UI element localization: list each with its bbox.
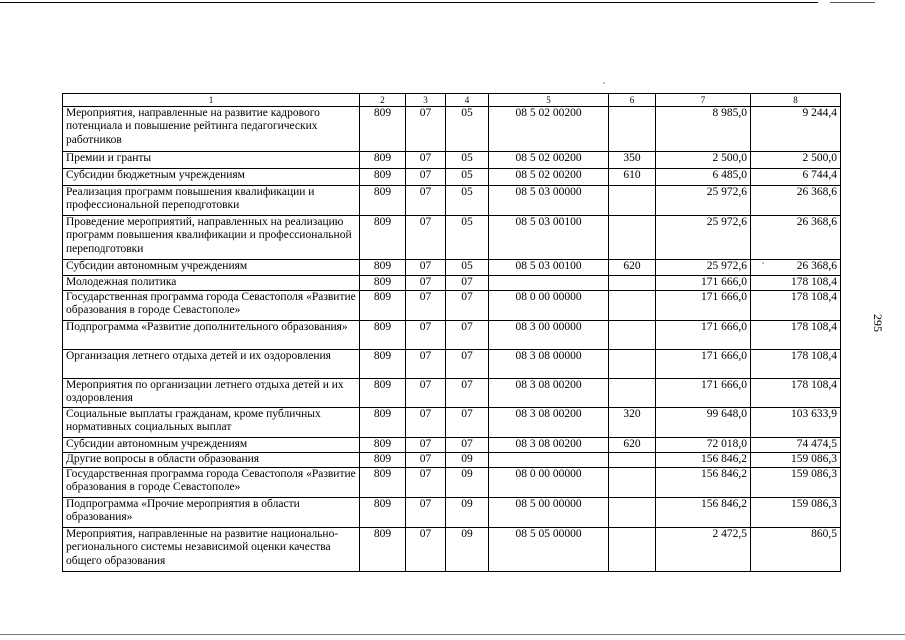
- subsection-code-cell: 07: [446, 438, 489, 453]
- year-2-amount-cell: 159 086,3: [751, 468, 841, 498]
- target-article-cell: 08 5 02 00200: [489, 107, 609, 152]
- subsection-code-cell: 07: [446, 321, 489, 350]
- subsection-code-cell: 05: [446, 260, 489, 276]
- section-code-cell: 07: [406, 169, 446, 186]
- column-number: 2: [360, 94, 406, 107]
- year-1-amount-cell: 8 985,0: [656, 107, 751, 152]
- table-row: [63, 216, 841, 260]
- year-2-amount-cell: 6 744,4: [751, 169, 841, 186]
- subsection-code-cell: 09: [446, 528, 489, 572]
- year-1-amount-cell: 25 972,6: [656, 186, 751, 216]
- row-name-cell: Субсидии бюджетным учреждениям: [63, 169, 360, 186]
- target-article-cell: 08 3 08 00000: [489, 350, 609, 379]
- target-article-cell: 08 0 00 00000: [489, 291, 609, 321]
- row-name-cell: Государственная программа города Севастополя «Развитие образования в городе Севастополе»: [63, 291, 360, 321]
- target-article-cell: 08 5 02 00200: [489, 169, 609, 186]
- year-1-amount-cell: 25 972,6: [656, 260, 751, 276]
- section-code-cell: 07: [406, 379, 446, 408]
- row-name-cell: Премии и гранты: [63, 152, 360, 169]
- expense-type-cell: 610: [609, 169, 656, 186]
- column-number: 6: [609, 94, 656, 107]
- expense-type-cell: [609, 291, 656, 321]
- year-2-amount-cell: 178 108,4: [751, 276, 841, 291]
- column-number: 7: [656, 94, 751, 107]
- target-article-cell: 08 3 08 00200: [489, 438, 609, 453]
- year-2-amount-cell: 178 108,4: [751, 291, 841, 321]
- row-name-cell: Социальные выплаты гражданам, кроме публичных нормативных социальных выплат: [63, 408, 360, 438]
- row-name-cell: Мероприятия, направленные на развитие национально-регионального системы независимой оценки качества общего образования: [63, 528, 360, 572]
- expense-type-cell: [609, 216, 656, 260]
- target-article-cell: [489, 276, 609, 291]
- ministry-code-cell: 809: [360, 321, 406, 350]
- table-row: [63, 350, 841, 379]
- expense-type-cell: [609, 107, 656, 152]
- scan-speck: [603, 82, 605, 84]
- year-1-amount-cell: 156 846,2: [656, 453, 751, 468]
- section-code-cell: 07: [406, 291, 446, 321]
- section-code-cell: 07: [406, 468, 446, 498]
- expense-type-cell: [609, 186, 656, 216]
- subsection-code-cell: 05: [446, 152, 489, 169]
- subsection-code-cell: 09: [446, 468, 489, 498]
- table-row: [63, 379, 841, 408]
- year-2-amount-cell: 26 368,6: [751, 186, 841, 216]
- ministry-code-cell: 809: [360, 408, 406, 438]
- expense-type-cell: [609, 468, 656, 498]
- year-1-amount-cell: 171 666,0: [656, 276, 751, 291]
- target-article-cell: 08 5 03 00100: [489, 260, 609, 276]
- table-row: [63, 107, 841, 152]
- ministry-code-cell: 809: [360, 498, 406, 528]
- subsection-code-cell: 09: [446, 453, 489, 468]
- subsection-code-cell: 05: [446, 216, 489, 260]
- row-name-cell: Субсидии автономным учреждениям: [63, 260, 360, 276]
- section-code-cell: 07: [406, 107, 446, 152]
- table-row: [63, 453, 841, 468]
- target-article-cell: 08 3 08 00200: [489, 379, 609, 408]
- expense-type-cell: 620: [609, 438, 656, 453]
- year-2-amount-cell: 860,5: [751, 528, 841, 572]
- section-code-cell: 07: [406, 438, 446, 453]
- section-code-cell: 07: [406, 498, 446, 528]
- year-1-amount-cell: 99 648,0: [656, 408, 751, 438]
- expense-type-cell: 620: [609, 260, 656, 276]
- section-code-cell: 07: [406, 321, 446, 350]
- target-article-cell: 08 5 02 00200: [489, 152, 609, 169]
- table-row: [63, 169, 841, 186]
- column-number: 3: [406, 94, 446, 107]
- year-2-amount-cell: 178 108,4: [751, 321, 841, 350]
- page-number: 295: [871, 314, 885, 332]
- ministry-code-cell: 809: [360, 528, 406, 572]
- table-row: [63, 528, 841, 572]
- column-number: 5: [489, 94, 609, 107]
- year-1-amount-cell: 2 472,5: [656, 528, 751, 572]
- year-1-amount-cell: 171 666,0: [656, 350, 751, 379]
- year-1-amount-cell: 6 485,0: [656, 169, 751, 186]
- ministry-code-cell: 809: [360, 107, 406, 152]
- year-2-amount-cell: 74 474,5: [751, 438, 841, 453]
- budget-table: [62, 93, 841, 572]
- table-row: [63, 260, 841, 276]
- table-row: [63, 408, 841, 438]
- column-number: 1: [63, 94, 360, 107]
- ministry-code-cell: 809: [360, 216, 406, 260]
- target-article-cell: 08 5 05 00000: [489, 528, 609, 572]
- top-rule-fragment: [830, 2, 875, 3]
- year-2-amount-cell: 103 633,9: [751, 408, 841, 438]
- table-row: [63, 291, 841, 321]
- ministry-code-cell: 809: [360, 260, 406, 276]
- ministry-code-cell: 809: [360, 453, 406, 468]
- section-code-cell: 07: [406, 152, 446, 169]
- year-2-amount-cell: 178 108,4: [751, 379, 841, 408]
- subsection-code-cell: 09: [446, 498, 489, 528]
- year-1-amount-cell: 156 846,2: [656, 498, 751, 528]
- year-2-amount-cell: 178 108,4: [751, 350, 841, 379]
- ministry-code-cell: 809: [360, 468, 406, 498]
- row-name-cell: Другие вопросы в области образования: [63, 453, 360, 468]
- year-1-amount-cell: 171 666,0: [656, 321, 751, 350]
- section-code-cell: 07: [406, 276, 446, 291]
- year-2-amount-cell: 159 086,3: [751, 498, 841, 528]
- year-2-amount-cell: 2 500,0: [751, 152, 841, 169]
- target-article-cell: 08 5 03 00100: [489, 216, 609, 260]
- expense-type-cell: 320: [609, 408, 656, 438]
- year-1-amount-cell: 72 018,0: [656, 438, 751, 453]
- ministry-code-cell: 809: [360, 152, 406, 169]
- target-article-cell: 08 3 00 00000: [489, 321, 609, 350]
- target-article-cell: 08 5 03 00000: [489, 186, 609, 216]
- subsection-code-cell: 07: [446, 408, 489, 438]
- section-code-cell: 07: [406, 528, 446, 572]
- target-article-cell: 08 3 08 00200: [489, 408, 609, 438]
- target-article-cell: 08 5 00 00000: [489, 498, 609, 528]
- year-1-amount-cell: 171 666,0: [656, 379, 751, 408]
- subsection-code-cell: 05: [446, 169, 489, 186]
- year-2-amount-cell: 159 086,3: [751, 453, 841, 468]
- subsection-code-cell: 05: [446, 186, 489, 216]
- subsection-code-cell: 07: [446, 379, 489, 408]
- expense-type-cell: [609, 498, 656, 528]
- ministry-code-cell: 809: [360, 350, 406, 379]
- section-code-cell: 07: [406, 216, 446, 260]
- row-name-cell: Реализация программ повышения квалификации и профессиональной переподготовки: [63, 186, 360, 216]
- row-name-cell: Организация летнего отдыха детей и их оздоровления: [63, 350, 360, 379]
- expense-type-cell: [609, 379, 656, 408]
- bottom-rule: [0, 634, 905, 635]
- table-row: [63, 186, 841, 216]
- row-name-cell: Подпрограмма «Прочие мероприятия в области образования»: [63, 498, 360, 528]
- year-1-amount-cell: 25 972,6: [656, 216, 751, 260]
- expense-type-cell: [609, 350, 656, 379]
- top-rule: [0, 2, 818, 3]
- year-1-amount-cell: 2 500,0: [656, 152, 751, 169]
- expense-type-cell: [609, 453, 656, 468]
- ministry-code-cell: 809: [360, 379, 406, 408]
- year-2-amount-cell: 26 368,6: [751, 260, 841, 276]
- year-2-amount-cell: 26 368,6: [751, 216, 841, 260]
- section-code-cell: 07: [406, 186, 446, 216]
- row-name-cell: Государственная программа города Севастополя «Развитие образования в городе Севастополе»: [63, 468, 360, 498]
- year-1-amount-cell: 171 666,0: [656, 291, 751, 321]
- ministry-code-cell: 809: [360, 291, 406, 321]
- subsection-code-cell: 07: [446, 276, 489, 291]
- table-row: [63, 321, 841, 350]
- table-row: [63, 438, 841, 453]
- year-1-amount-cell: 156 846,2: [656, 468, 751, 498]
- table-row: [63, 276, 841, 291]
- column-number: 4: [446, 94, 489, 107]
- row-name-cell: Мероприятия, направленные на развитие кадрового потенциала и повышение рейтинга педагогических работников: [63, 107, 360, 152]
- row-name-cell: Молодежная политика: [63, 276, 360, 291]
- subsection-code-cell: 07: [446, 350, 489, 379]
- section-code-cell: 07: [406, 350, 446, 379]
- expense-type-cell: 350: [609, 152, 656, 169]
- column-number-row: [63, 94, 841, 107]
- subsection-code-cell: 07: [446, 291, 489, 321]
- year-2-amount-cell: 9 244,4: [751, 107, 841, 152]
- ministry-code-cell: 809: [360, 276, 406, 291]
- ministry-code-cell: 809: [360, 186, 406, 216]
- table-row: [63, 152, 841, 169]
- section-code-cell: 07: [406, 453, 446, 468]
- row-name-cell: Проведение мероприятий, направленных на реализацию программ повышения квалификации и профессиональной переподготовки: [63, 216, 360, 260]
- expense-type-cell: [609, 276, 656, 291]
- row-name-cell: Субсидии автономным учреждениям: [63, 438, 360, 453]
- ministry-code-cell: 809: [360, 438, 406, 453]
- subsection-code-cell: 05: [446, 107, 489, 152]
- table-row: [63, 498, 841, 528]
- expense-type-cell: [609, 528, 656, 572]
- expense-type-cell: [609, 321, 656, 350]
- table-row: [63, 468, 841, 498]
- row-name-cell: Подпрограмма «Развитие дополнительного образования»: [63, 321, 360, 350]
- section-code-cell: 07: [406, 408, 446, 438]
- section-code-cell: 07: [406, 260, 446, 276]
- column-number: 8: [751, 94, 841, 107]
- row-name-cell: Мероприятия по организации летнего отдыха детей и их оздоровления: [63, 379, 360, 408]
- target-article-cell: [489, 453, 609, 468]
- ministry-code-cell: 809: [360, 169, 406, 186]
- target-article-cell: 08 0 00 00000: [489, 468, 609, 498]
